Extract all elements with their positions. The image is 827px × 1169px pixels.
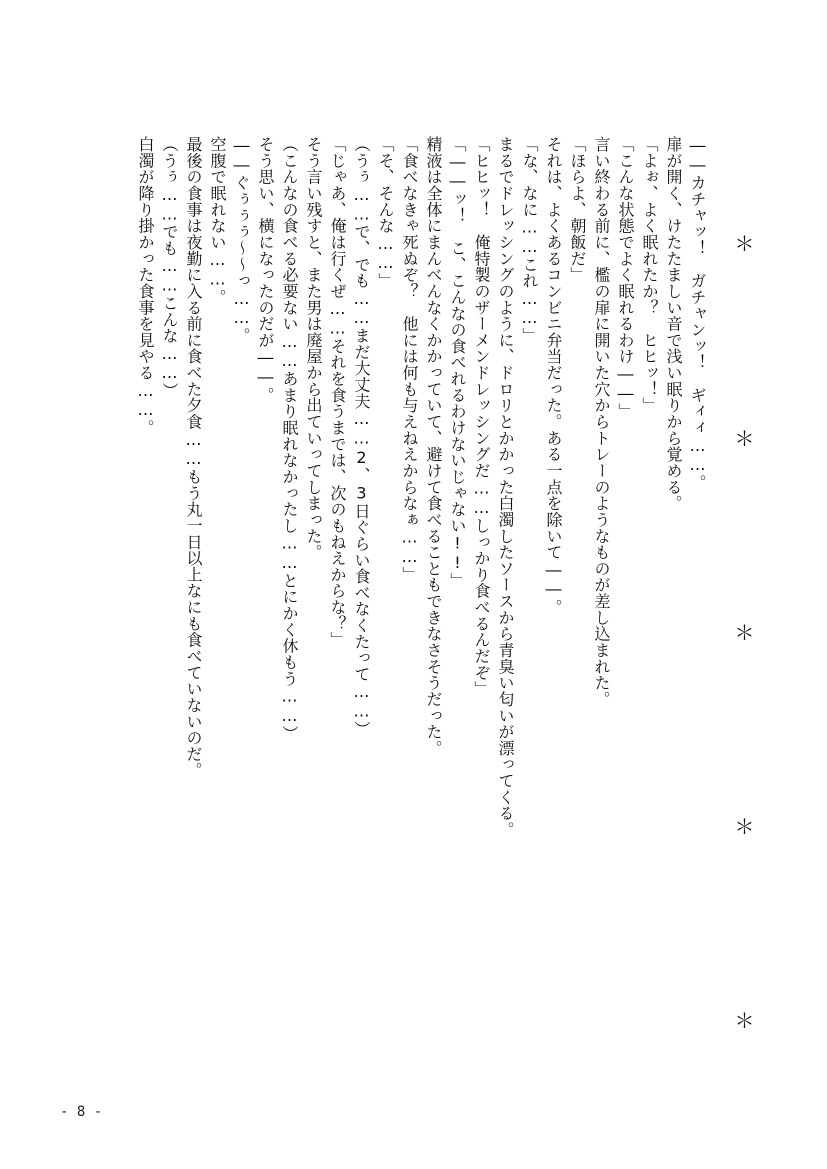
text-line: まるでドレッシングのように、ドロリとかかった白濁したソースから青臭い匂いが漂ってくる。 [496,136,515,838]
text-line: そう思い、横になったのだが――。 [256,136,275,404]
separator-asterisk: ＊ [731,621,755,643]
text-line: （うぅ……で、でも……まだ大丈夫……2、3日ぐらい食べなくたって……） [352,136,371,738]
text-line: 「そ、そんな……」 [376,136,395,289]
text-line: そう言い残すと、また男は廃屋から出ていってしまった。 [304,136,323,561]
text-line: 「ヒヒッ！ 俺特製のザーメンドレッシングだ……しっかり食べるんだぞ」 [472,136,491,697]
separator-asterisk: ＊ [731,816,755,837]
separator-asterisk: ＊ [731,233,755,254]
text-line: 扉が開く、けたたましい音で浅い眠りから覚める。 [664,136,683,512]
text-line: 「ほらよ、朝飯だ」 [568,136,587,283]
text-line: 言い終わる前に、檻の扉に開いた穴からトレーのようなものが差し込まれた。 [592,136,611,708]
text-line: 空腹で眠れない……。 [208,136,227,306]
text-line: 「よぉ、よく眠れたか？ ヒヒッ！」 [640,136,659,414]
text-line: それは、よくあるコンビニ弁当だった。ある一点を除いて――。 [544,136,563,616]
text-line: 精液は全体にまんべんなくかかっていて、避けて食べることもできなさそうだった。 [424,136,443,757]
vertical-text-block [133,136,755,1076]
text-line: 「こんな状態でよく眠れるわけ――」 [616,136,635,420]
text-line: 「――ッ！ こ、こんなの食べれるわけないじゃない!!」 [448,136,467,589]
section-separator [731,136,755,1076]
text-line: （こんなの食べる必要ない……あまり眠れなかったし……とにかく休もう……） [280,136,299,742]
text-line: 「な、なに……これ……」 [520,136,539,344]
text-line: 白濁が降り掛かった食事を見やる……。 [136,136,155,436]
text-line: ――ぐぅぅぅ～～っ……。 [232,136,251,344]
page-number: - 8 - [60,1104,103,1120]
separator-asterisk: ＊ [731,1010,755,1031]
text-line: 最後の食事は夜勤に入る前に食べた夕食……もう丸一日以上なにも食べていないのだ。 [184,136,203,779]
text-line: 「じゃあ、俺は行くぜ……それを食うまでは、次のもねえからな？」 [328,136,347,648]
separator-asterisk: ＊ [731,427,755,448]
text-line: ――カチャッ！ ガチャンッ！ ギィィ……。 [688,136,707,491]
text-line: 「食べなきゃ死ぬぞ？ 他には何も与えねえからなぁ……」 [400,136,419,583]
text-line: （うぅ……でも……こんな……） [160,136,179,399]
